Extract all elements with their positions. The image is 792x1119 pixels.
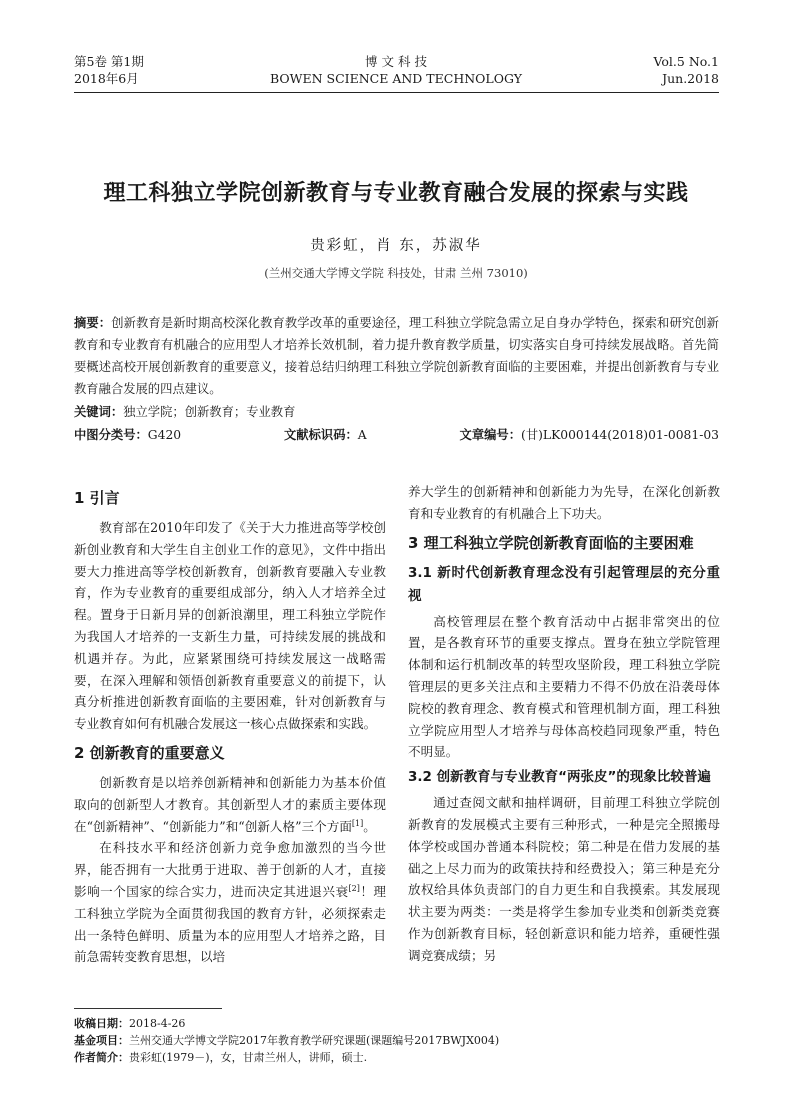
section-3-2-heading: 3.2 创新教育与专业教育“两张皮”的现象比较普遍 [408, 769, 711, 786]
art-value: (甘)LK000144(2018)01-0081-03 [521, 428, 719, 442]
continued-paragraph: 养大学生的创新精神和创新能力为先导，在深化创新教育和专业教育的有机融合上下功夫。 [408, 484, 720, 521]
keywords-label: 关键词： [74, 405, 124, 419]
section-2-paragraph-2 [74, 837, 386, 968]
journal-name-cn: 博 文 科 技 [365, 54, 427, 69]
header-date-en: Jun.2018 [662, 71, 719, 86]
footnote-rule [74, 1008, 222, 1009]
clc-value: G420 [147, 428, 182, 442]
header-rule [74, 92, 719, 93]
journal-name-en: BOWEN SCIENCE AND TECHNOLOGY [270, 71, 522, 86]
reference-2: [2] [348, 883, 360, 893]
header-volume-en [654, 53, 719, 87]
s2-p1-end: 。 [363, 818, 376, 834]
author-text: 贵彩虹(1979－)，女，甘肃兰州人，讲师，硕士. [129, 1051, 368, 1064]
header-vol-no: Vol.5 No.1 [653, 54, 719, 69]
s2-p2-text: 在科技水平和经济创新力竞争愈加激烈的当今世界，能否拥有一大批勇于进取、善于创新的人才，直接影响一个国家的综合实力，进而决定其进退兴衰 [74, 840, 386, 899]
s2-p1-text: 创新教育是以培养创新精神和创新能力为基本价值取向的创新型人才教育。其创新型人才的素质主要体现在“创新精神”、“创新能力”和“创新人格”三个方面 [74, 774, 386, 834]
section-1-heading: 1 引言 [74, 489, 120, 507]
section-2-paragraph-1 [74, 772, 386, 837]
keywords [74, 402, 295, 422]
section-1-paragraph: 教育部在2010年印发了《关于大力推进高等学校创新创业教育和大学生自主创业工作的意见》，文件中指出要大力推进高等学校创新教育，创新教育要融入专业教育，作为专业教育的重要组成部分，纳入人才培养全过程。置身于日新月异的创新浪潮里，理工科独立学院作为我国人才培养的一支新生力量，可持续发展的挑战和机遇并存。为此，应紧紧围绕可持续发展这一战略需要，在深入理解和领悟创新教育重要意义的前提下，认真分析推进创新教育面临的主要困难，针对创新教育与专业教育如何有机融合发展这一核心点做探索和实践。 [74, 520, 386, 732]
paper-affiliation: (兰州交通大学博文学院 科技处，甘肃 兰州 73010) [264, 266, 528, 280]
section-2-heading: 2 创新教育的重要意义 [74, 743, 225, 762]
article-number [460, 425, 719, 445]
abstract-text: 创新教育是新时期高校深化教育教学改革的重要途径，理工科独立学院急需立足自身办学特色，探索和研究创新教育和专业教育有机融合的应用型人才培养长效机制，着力提升教育教学质量，切实落实自身可持续发展战略。首先简要概述高校开展创新教育的重要意义，接着总结归纳理工科独立学院创新教育面临的主要困难，并提出创新教育与专业教育融合发展的四点建议。 [74, 316, 719, 396]
header-date: 2018年6月 [74, 71, 139, 86]
received-date: 2018-4-26 [129, 1017, 186, 1030]
clc-code [74, 425, 181, 445]
section-3-2-paragraph: 通过查阅文献和抽样调研，目前理工科独立学院创新教育的发展模式主要有三种形式，一种是完全照搬母体学校或国办普通本科院校；第二种是在借力发展的基础之上尽力而为的政策扶持和经费投入；第三种是充分放权给具体负责部门的自力更生和自我摸索。其发展现状主要为两类：一类是将学生参加专业类和创新类竞赛作为创新教育目标，轻创新意识和能力培养，重硬性强调竞赛成绩；另 [408, 795, 720, 963]
section-3-1-heading: 3.1 新时代创新教育理念没有引起管理层的充分重视 [408, 564, 720, 604]
paper-title: 理工科独立学院创新教育与专业教育融合发展的探索与实践 [103, 181, 689, 206]
section-3-1-paragraph: 高校管理层在整个教育活动中占据非常突出的位置，是各教育环节的重要支撑点。置身在独立学院管理体制和运行机制改革的转型攻坚阶段，理工科独立学院管理层的更多关注点和主要精力不得不仍放在沿袭母体院校的教育理念、教育模式和管理机制方面，理工科独立学院应用型人才培养与母体高校趋同现象严重，特色不明显。 [408, 613, 720, 760]
footnote-received [74, 1015, 719, 1032]
section-3-heading: 3 理工科独立学院创新教育面临的主要困难 [408, 533, 694, 552]
fund-label: 基金项目： [74, 1034, 129, 1047]
clc-label: 中图分类号： [74, 428, 148, 442]
left-column [74, 480, 386, 968]
received-label: 收稿日期： [74, 1017, 129, 1030]
author-label: 作者简介： [74, 1051, 129, 1064]
art-label: 文章编号： [459, 428, 522, 442]
abstract-label: 摘要： [74, 316, 112, 330]
footnote-fund [74, 1032, 719, 1049]
header-volume-issue: 第5卷 第1期 [74, 54, 144, 69]
paper-authors: 贵彩虹，肖 东，苏淑华 [310, 238, 482, 254]
doc-value: A [357, 428, 367, 442]
doc-label: 文献标识码： [284, 428, 358, 442]
fund-text: 兰州交通大学博文学院2017年教育教学研究课题(课题编号2017BWJX004) [129, 1034, 500, 1047]
doc-code [284, 425, 367, 445]
keywords-text: 独立学院；创新教育；专业教育 [123, 405, 296, 419]
footnote-author [74, 1049, 719, 1066]
abstract [74, 312, 719, 400]
right-column [408, 481, 720, 967]
s2-p2-end: ！理工科独立学院为全面贯彻我国的教育方针，必须探索走出一条特色鲜明、质量为本的应用型人才培养之路，目前急需转变教育思想，以培 [74, 883, 387, 965]
reference-1: [1] [351, 818, 364, 828]
